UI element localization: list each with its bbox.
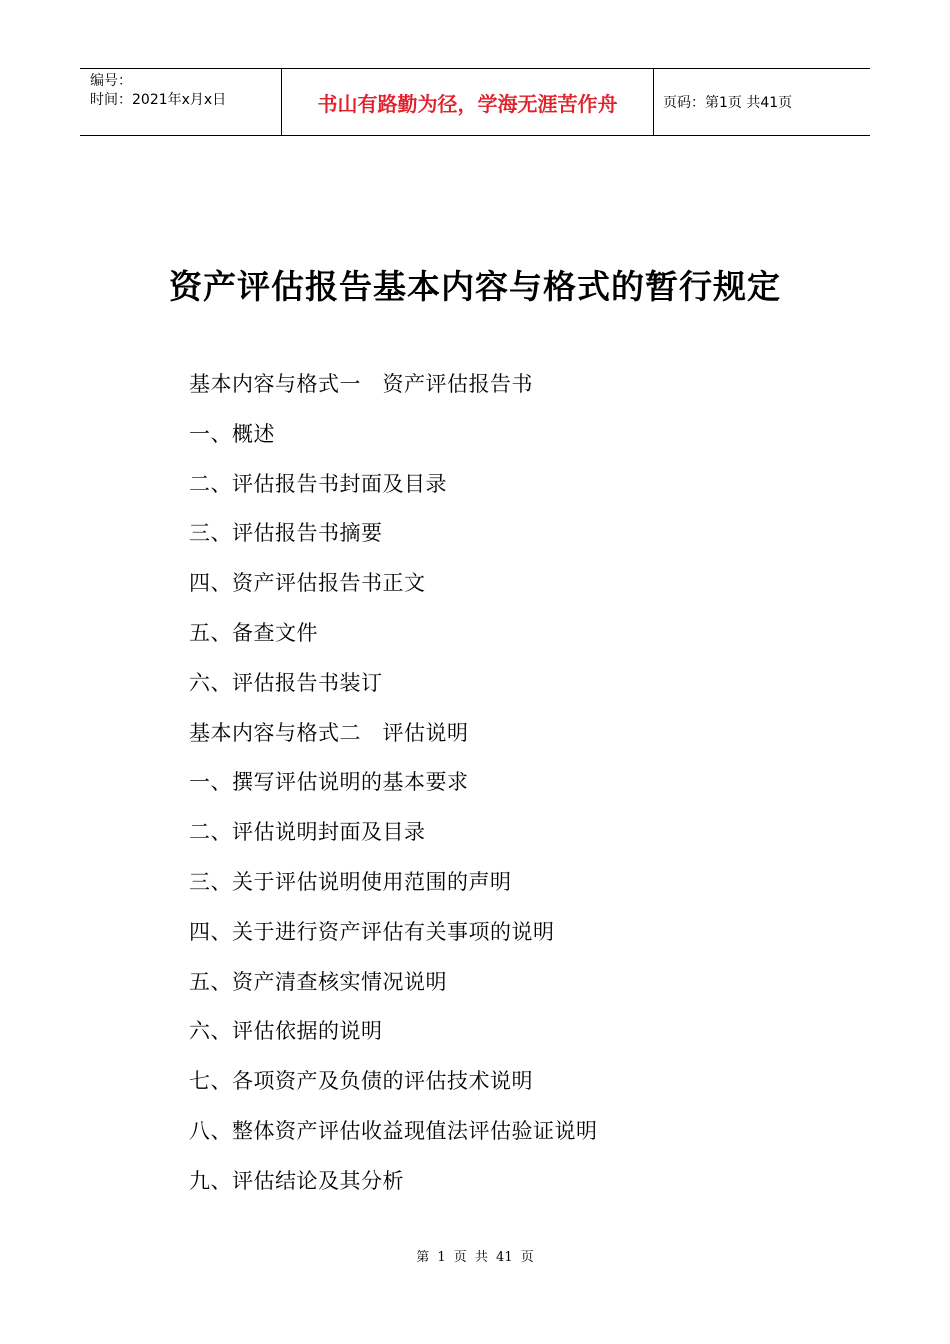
toc-item: 九、评估结论及其分析 — [189, 1168, 404, 1193]
toc-item: 四、关于进行资产评估有关事项的说明 — [189, 919, 555, 944]
toc-item: 八、整体资产评估收益现值法评估验证说明 — [189, 1118, 598, 1143]
toc-item: 六、评估依据的说明 — [189, 1019, 383, 1044]
toc-item: 二、评估说明封面及目录 — [189, 820, 426, 845]
toc-item: 三、评估报告书摘要 — [189, 521, 383, 546]
toc-item: 六、评估报告书装订 — [189, 670, 383, 695]
header-page-info: 页码：第1页 共41页 — [663, 95, 793, 111]
toc-item: 五、资产清查核实情况说明 — [189, 969, 447, 994]
toc-item: 一、撰写评估说明的基本要求 — [189, 770, 469, 795]
toc-item: 七、各项资产及负债的评估技术说明 — [189, 1069, 533, 1094]
document-title: 资产评估报告基本内容与格式的暂行规定 — [169, 267, 781, 306]
header-motto: 书山有路勤为径，学海无涯苦作舟 — [282, 69, 654, 135]
table-of-contents — [189, 369, 598, 1216]
toc-item: 基本内容与格式一 资产评估报告书 — [189, 372, 533, 396]
toc-item: 二、评估报告书封面及目录 — [189, 471, 447, 496]
page-header — [80, 68, 870, 136]
toc-item: 一、概述 — [189, 421, 275, 446]
toc-item: 三、关于评估说明使用范围的声明 — [189, 869, 512, 894]
header-meta — [80, 69, 282, 135]
toc-item: 基本内容与格式二 评估说明 — [189, 720, 469, 745]
page-footer: 第 1 页 共 41 页 — [416, 1250, 534, 1265]
toc-item: 四、资产评估报告书正文 — [189, 571, 426, 596]
code-label: 编号： — [90, 73, 132, 89]
date-label: 时间：2021年x月x日 — [90, 92, 227, 108]
toc-item: 五、备查文件 — [189, 620, 318, 645]
